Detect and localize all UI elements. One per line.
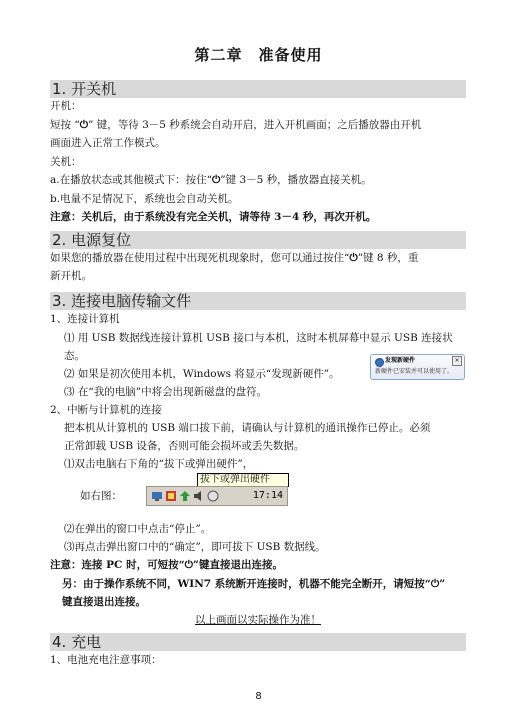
text-line: a.在播放状态或其他模式下：按住“⏻”键 3－5 秒，播放器直接关机。 xyxy=(50,174,372,186)
text-line: 如果您的播放器在使用过程中出现死机现象时，您可以通过按住“⏻”键 8 秒，重 xyxy=(50,252,419,264)
new-hardware-popup xyxy=(370,354,465,380)
text-line: 如右图： xyxy=(80,490,122,502)
section-heading-reset: 2. 电源复位 xyxy=(50,231,466,249)
notice-text: 另：由于操作系统不同，WIN7 系统断开连接时，机器不能完全断开，请短按“⏻” xyxy=(62,578,446,590)
page-title: 第二章 准备使用 xyxy=(194,46,323,64)
text-line: b.电量不足情况下，系统也会自动关机。 xyxy=(50,193,239,205)
text-line: 正常卸载 USB 设备，否则可能会损坏或丢失数据。 xyxy=(64,440,305,452)
section-heading-connect: 3. 连接电脑传输文件 xyxy=(50,292,466,310)
power-icon: ⏻ xyxy=(184,559,193,571)
system-tray xyxy=(146,486,288,506)
tray-clock: 17:14 xyxy=(252,490,283,501)
text-line: 开机： xyxy=(50,100,82,112)
text-line: ⑶再点击弹出窗口中的“确定”，即可拔下 USB 数据线。 xyxy=(64,541,326,553)
text-line: 关机： xyxy=(50,156,82,168)
text-line: 态。 xyxy=(64,350,85,362)
app-icon xyxy=(165,490,177,502)
safely-remove-hardware-icon[interactable] xyxy=(179,490,191,502)
text-line: 把本机从计算机的 USB 端口拔下前，请确认与计算机的通讯操作已停止。必须 xyxy=(64,422,431,434)
info-icon xyxy=(375,358,384,367)
power-icon: ⏻ xyxy=(349,252,358,264)
power-icon: ⏻ xyxy=(211,174,221,186)
page-number: 8 xyxy=(255,691,262,702)
text-line: 画面进入正常工作模式。 xyxy=(50,137,166,149)
notice-text: 键直接退出连接。 xyxy=(62,596,146,608)
network-icon xyxy=(151,490,163,502)
power-icon: ⏻ xyxy=(430,578,440,590)
section-heading-power: 1. 开关机 xyxy=(50,80,466,98)
text-line: 短按 “⏻” 键，等待 3－5 秒系统会自动开启，进入开机画面；之后播放器由开机 xyxy=(50,119,422,131)
input-icon xyxy=(207,490,219,502)
tray-tooltip: 拔下或弹出硬件 xyxy=(197,473,289,487)
section-heading-charging: 4. 充电 xyxy=(50,633,466,651)
popup-text: 新硬件已安装并可以使用了。 xyxy=(375,368,454,375)
popup-title: 发现新硬件 xyxy=(385,357,416,364)
disclaimer: 以上画面以实际操作为准！ xyxy=(195,614,321,626)
close-icon: × xyxy=(452,356,462,366)
text-line: ⑴ 用 USB 数据线连接计算机 USB 接口与本机，这时本机屏幕中显示 USB 连接状 xyxy=(64,332,453,344)
text-line: ⑶ 在“我的电脑”中将会出现新磁盘的盘符。 xyxy=(64,386,268,398)
text-line: 1、连接计算机 xyxy=(50,313,120,325)
text-line: 2、中断与计算机的连接 xyxy=(50,404,162,416)
text-line: 1、电池充电注意事项： xyxy=(50,654,162,666)
notice-text: 注意：连接 PC 时，可短按“⏻”键直接退出连接。 xyxy=(50,559,283,571)
text-line: ⑴双击电脑右下角的“拔下或弹出硬件”， xyxy=(64,458,254,470)
text-line: 新开机。 xyxy=(50,270,92,282)
text-line: ⑵在弹出的窗口中点击“停止”。 xyxy=(64,523,212,535)
notice-text: 注意：关机后，由于系统没有完全关机，请等待 3－4 秒，再次开机。 xyxy=(50,211,377,223)
text-line: ⑵ 如果是初次使用本机，Windows 将显示“发现新硬件”。 xyxy=(64,368,340,380)
speaker-icon xyxy=(193,490,205,502)
power-icon: ⏻ xyxy=(79,119,89,131)
